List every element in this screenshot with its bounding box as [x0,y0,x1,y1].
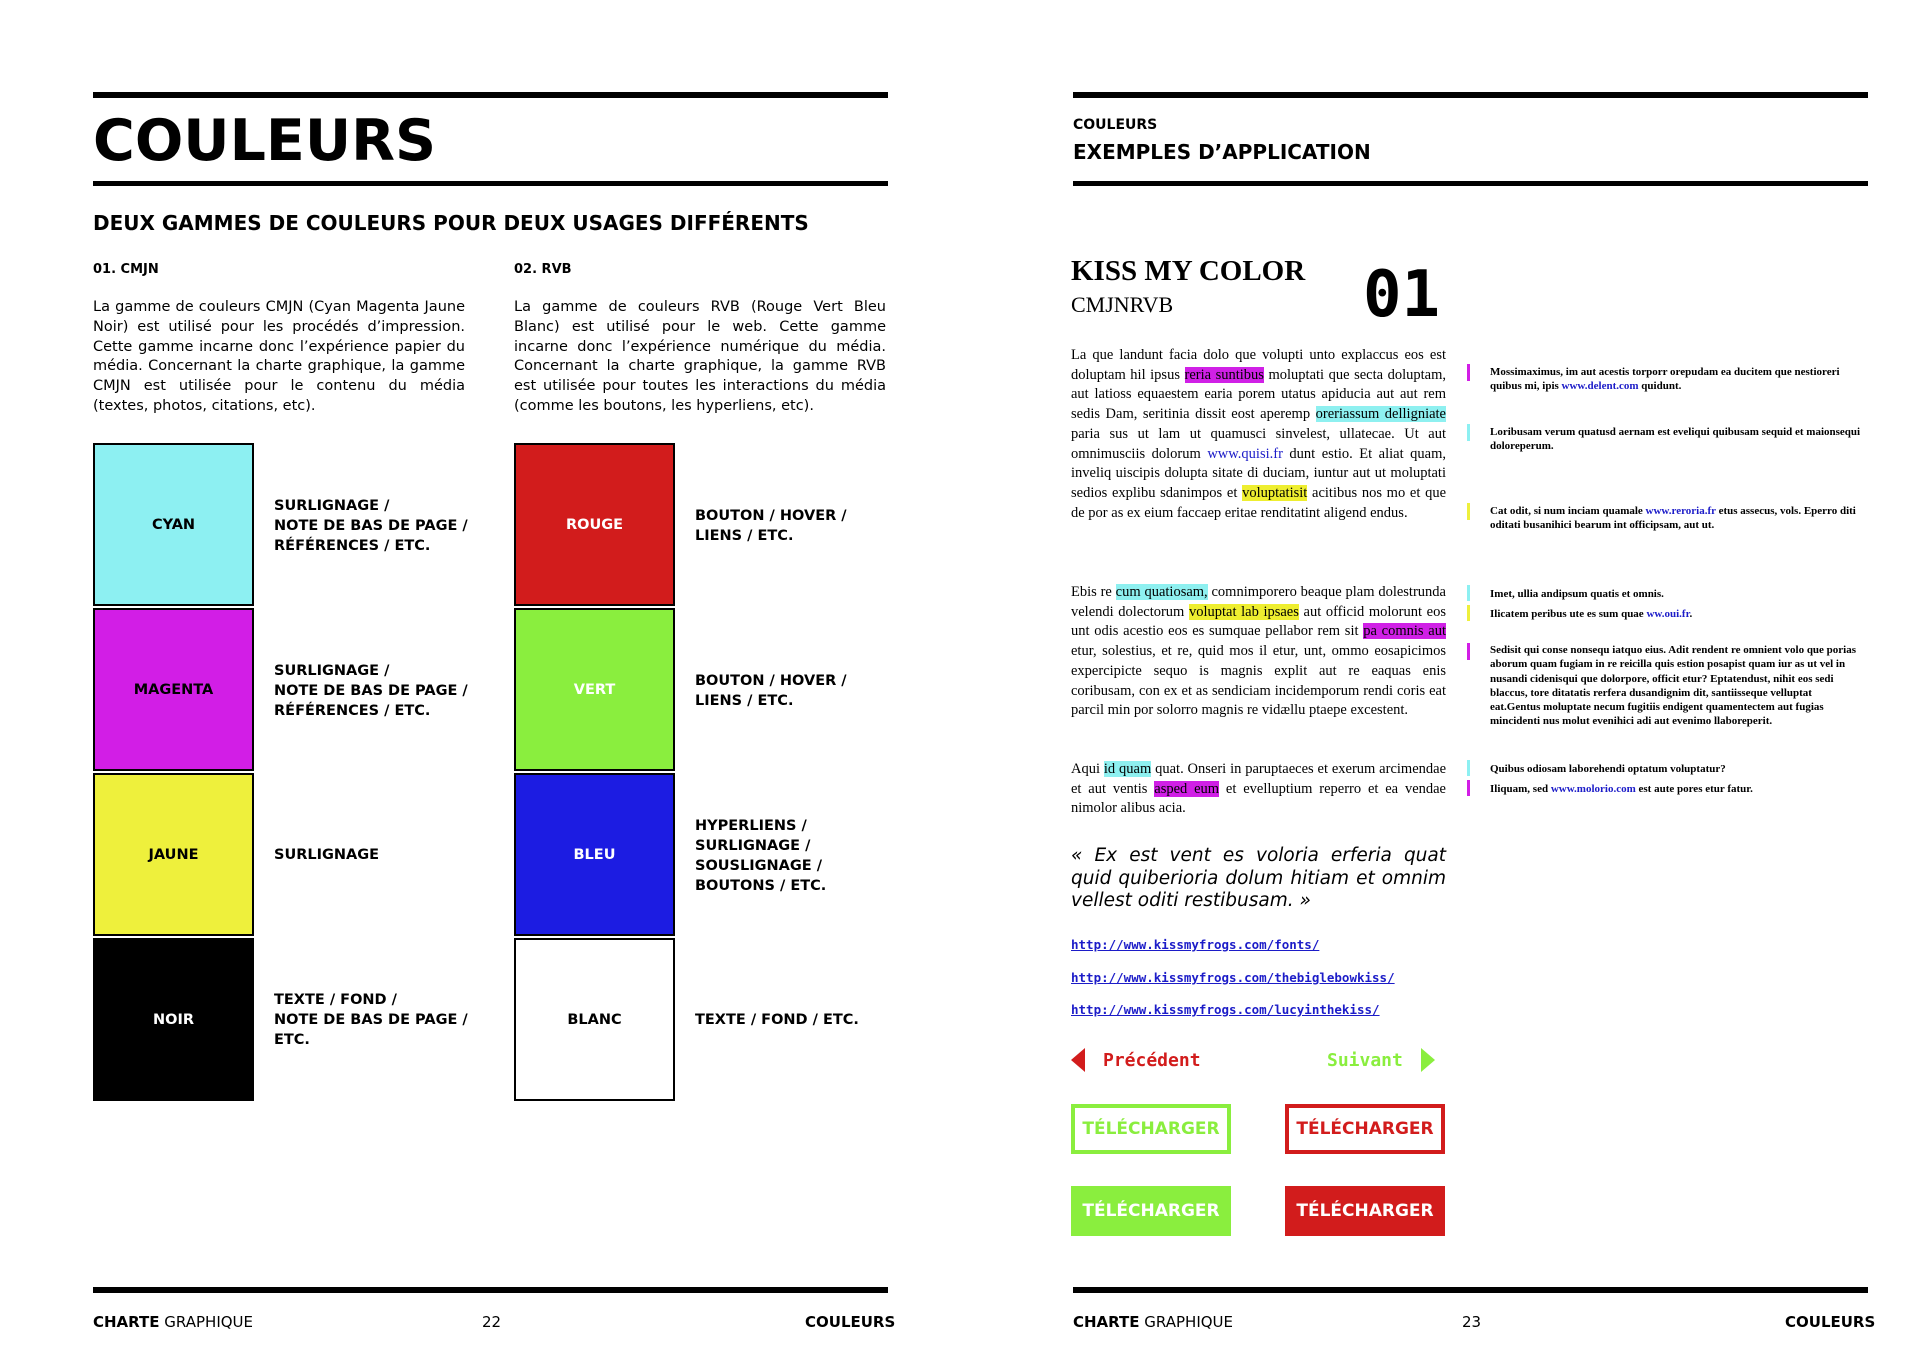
url-link-biglebowkiss[interactable]: http://www.kissmyfrogs.com/thebiglebowkiss/ [1071,970,1395,985]
swatch-vert [514,608,675,771]
note-link[interactable]: www.delent.com [1561,380,1639,393]
rvb-heading: 02. RVB [514,262,572,277]
rvb-description: La gamme de couleurs RVB (Rouge Vert Bleu Blanc) est utilisé pour le web. Cette gamme incarne donc l’expérience numérique du média. Concernant la charte graphique, la gamme RVB est utilisée pour toutes les interactions du média (comme les boutons, les hyperliens, etc). [514,299,886,414]
footer-brand-left [93,1313,253,1331]
usage-rouge [695,506,847,546]
cmjn-heading: 01. CMJN [93,262,159,277]
swatch-label: MAGENTA [133,681,214,698]
note-marker-yellow [1467,503,1470,520]
download-button-filled-green[interactable] [1071,1186,1231,1236]
usage-line: SURLIGNAGE [274,847,380,863]
url-link-fonts[interactable]: http://www.kissmyfrogs.com/fonts/ [1071,937,1320,952]
swatch-label: VERT [573,681,616,698]
swatch-blanc [514,938,675,1101]
usage-line: SURLIGNAGE / [274,663,390,679]
side-note-1 [1490,365,1862,394]
footer-section-right: COULEURS [1785,1313,1876,1331]
previous-button[interactable] [1071,1048,1201,1072]
usage-cyan [274,496,468,556]
swatch-label: CYAN [151,516,196,533]
note-marker-cyan [1467,760,1470,776]
section-subtitle: DEUX GAMMES DE COULEURS POUR DEUX USAGES DIFFÉRENTS [93,211,809,235]
header-rule-right [1073,181,1868,186]
swatch-rouge [514,443,675,606]
top-rule-right [1073,92,1868,98]
example-title: KISS MY COLOR [1071,255,1306,287]
highlight-cyan: id quam [1103,761,1152,777]
header-title: EXEMPLES D’APPLICATION [1073,140,1371,164]
chevron-right-icon [1421,1048,1435,1072]
download-button-outline-red[interactable] [1285,1104,1445,1154]
footer-brand-right [1073,1313,1233,1331]
side-note-8 [1490,782,1862,796]
text: moluptati que secta doluptam, aut latioss equaestem earia porem utatus apiducia aut aut rem sedis Dam, seritinia dissit eost aperemp [1071,366,1446,423]
text: aut officid molorunt eos unt odis acestio eos es sumquae pellabor rem sit [1071,603,1446,640]
note-text: etus assecus, vols. Eperro diti oditati busanihici bearum int officipsam, aut ut. [1490,505,1856,532]
side-note-2 [1490,425,1862,454]
swatch-label: BLANC [567,1011,622,1028]
note-marker-cyan [1467,585,1470,601]
usage-line: NOTE DE BAS DE PAGE / [274,1012,468,1028]
download-label: TÉLÉCHARGER [1296,1201,1434,1221]
body-paragraph-2 [1071,583,1446,721]
header-section: COULEURS [1073,117,1158,133]
note-text: Ilicatem peribus ute es sum quae [1490,608,1647,620]
download-label: TÉLÉCHARGER [1296,1119,1434,1139]
note-text: Sedisit qui conse nonsequ iatquo eius. Adit rendent re omnient volo que porias aborum quam fugiam in re reicilla quis estion posapist quam iur as ut vel in nusandi cidenisqui que dolorpore, officit etur? Eptatendust, nihit eos sedi blaccus, tore ditatatis rerfera dusandignim dit, santiisseque velluptat eat.Gentus moluptate necum fugitiis endigent quamentectem aut fugias mincidenti nus molut evenihici adi aut evenimo llaboreperit. [1490,644,1857,728]
note-text: Mossimaximus, im aut acestis torporr orepudam ea ducitem que nestioreri quibus mi, ipis [1490,366,1840,393]
highlight-cyan: oreriassum delligniate [1315,406,1446,423]
download-label: TÉLÉCHARGER [1082,1119,1220,1139]
highlight-magenta: reria suntibus [1184,366,1264,383]
highlight-yellow: voluptatisit [1242,484,1308,501]
usage-noir [274,990,468,1050]
usage-line: SOUSLIGNAGE / [695,858,823,874]
highlight-yellow: voluptat lab ipsaes [1188,603,1299,620]
download-label: TÉLÉCHARGER [1082,1201,1220,1221]
text: acitibus nos mo et que de por as ex eium faccaep eritae renditatint aligend endus. [1071,484,1446,521]
cmjn-description: La gamme de couleurs CMJN (Cyan Magenta Jaune Noir) est utilisé pour les procédés d’impression. Cette gamme incarne donc l’expérience papier du média. Concernant la charte graphique, la gamme CMJN est utilisée pour le contenu du média (textes, photos, citations, etc). [93,299,465,414]
page-title: COULEURS [93,108,437,174]
note-link[interactable]: ww.oui.fr [1646,608,1690,620]
text: Aqui [1071,761,1104,777]
swatch-magenta [93,608,254,771]
top-rule-left [93,92,888,98]
note-text: Imet, ullia andipsum quatis et omnis. [1490,588,1664,600]
usage-line: NOTE DE BAS DE PAGE / [274,683,468,699]
swatch-cyan [93,443,254,606]
usage-line: SURLIGNAGE / [274,498,390,514]
swatch-label: JAUNE [148,846,199,863]
text: paria sus ut lam ut quamusci sinvelest, ullatecae. Ut aut omnimusciis dolorum [1071,425,1446,462]
page-number-right: 23 [1462,1313,1482,1331]
footer-brand-rest: GRAPHIQUE [159,1313,254,1331]
note-text: quidunt. [1638,380,1682,393]
note-marker-magenta [1467,643,1470,660]
usage-line: LIENS / ETC. [695,528,794,544]
footer-rule-right [1073,1287,1868,1293]
text: comnimporero beaque plam dolestrunda velendi dolectorum [1071,584,1446,620]
highlight-magenta: asped eum [1154,780,1220,797]
footer-section-left: COULEURS [805,1313,896,1331]
footer-rule-left [93,1287,888,1293]
usage-line: ETC. [274,1032,310,1048]
swatch-bleu [514,773,675,936]
side-note-4 [1490,587,1862,601]
usage-line: HYPERLIENS / [695,818,807,834]
usage-vert [695,671,847,711]
side-note-7 [1490,762,1862,776]
download-button-filled-red[interactable] [1285,1186,1445,1236]
note-link[interactable]: www.molorio.com [1550,783,1636,795]
download-button-outline-green[interactable] [1071,1104,1231,1154]
footer-brand-rest: GRAPHIQUE [1139,1313,1234,1331]
url-link-lucyinthekiss[interactable]: http://www.kissmyfrogs.com/lucyinthekiss/ [1071,1002,1380,1017]
note-text: est aute pores etur fatur. [1635,783,1753,795]
text: dunt estio. Et aliat quam, inveliq uiscipis dolupta sitate di duciam, iuntur aut ut moluptati sedios explibu sdanimpos et [1071,445,1447,501]
note-text: . [1689,608,1693,620]
footer-brand-bold: CHARTE [93,1313,160,1331]
text: et evelluptium reperro et ea vendae nimolor alibus acia. [1071,780,1446,817]
side-note-6 [1490,643,1862,729]
usage-line: NOTE DE BAS DE PAGE / [274,518,468,534]
example-number: 01 [1363,258,1441,332]
usage-blanc [695,1010,859,1030]
usage-magenta [274,661,468,721]
note-marker-yellow [1467,605,1470,621]
example-subtitle: CMJNRVB [1071,292,1174,317]
swatch-noir [93,938,254,1101]
usage-line: TEXTE / FOND / [274,992,397,1008]
usage-jaune [274,845,379,865]
usage-line: RÉFÉRENCES / ETC. [274,703,431,719]
usage-line: SURLIGNAGE / [695,838,811,854]
usage-line: RÉFÉRENCES / ETC. [274,538,431,554]
next-button[interactable] [1327,1048,1435,1072]
usage-line: LIENS / ETC. [695,693,794,709]
swatch-label: ROUGE [565,516,624,533]
note-text: Quibus odiosam laborehendi optatum voluptatur? [1490,763,1726,775]
text: quat. Onseri in paruptaeces et exerum arcimendae et aut ventis [1071,761,1446,797]
title-rule-left [93,181,888,186]
text: Ebis re [1071,584,1116,600]
usage-line: BOUTON / HOVER / [695,508,847,524]
swatch-label: NOIR [152,1011,195,1028]
next-label: Suivant [1327,1049,1403,1071]
body-paragraph-3 [1071,760,1446,819]
footer-brand-bold: CHARTE [1073,1313,1140,1331]
note-text: Loribusam verum quatusd aernam est eveliqui quibusam sequid et maionsequi doloreperum. [1490,426,1861,453]
note-text: Iliquam, sed [1490,783,1551,795]
swatch-jaune [93,773,254,936]
note-link[interactable]: www.reroria.fr [1645,505,1716,517]
note-text: Cat odit, si num inciam quamale [1490,505,1646,517]
inline-link[interactable]: www.quisi.fr [1207,445,1283,462]
highlight-magenta: pa comnis aut [1363,623,1446,640]
usage-line: BOUTONS / ETC. [695,878,827,894]
highlight-cyan: cum quatiosam, [1115,584,1208,600]
usage-line: BOUTON / HOVER / [695,673,847,689]
chevron-left-icon [1071,1048,1085,1072]
body-paragraph-1 [1071,346,1446,523]
pull-quote: « Ex est vent es voloria erferia quat quid quiberioria dolum hitiam et omnim vellest oditi restibusam. » [1071,845,1446,911]
swatch-label: BLEU [573,846,616,863]
usage-bleu [695,816,826,896]
side-note-3 [1490,504,1862,533]
note-marker-magenta [1467,364,1470,381]
text: etur, solestius, et re, quid mos il etur, unt, ommo eosapicimos expercipicte sequo is magnis explit aut re eaquas enis coribusam, con ex et as sendiciam incidemporum rendi coris eat parcil min por solorro magnis re vidællu ptaepe excestent. [1071,643,1446,719]
page-number-left: 22 [482,1313,502,1331]
previous-label: Précédent [1103,1049,1201,1071]
text: La que landunt facia dolo que volupti unto explaccus eos est doluptam hil ipsus [1071,347,1446,383]
note-marker-cyan [1467,424,1470,441]
note-marker-magenta [1467,780,1470,796]
usage-line: TEXTE / FOND / ETC. [695,1012,859,1028]
side-note-5 [1490,607,1862,621]
